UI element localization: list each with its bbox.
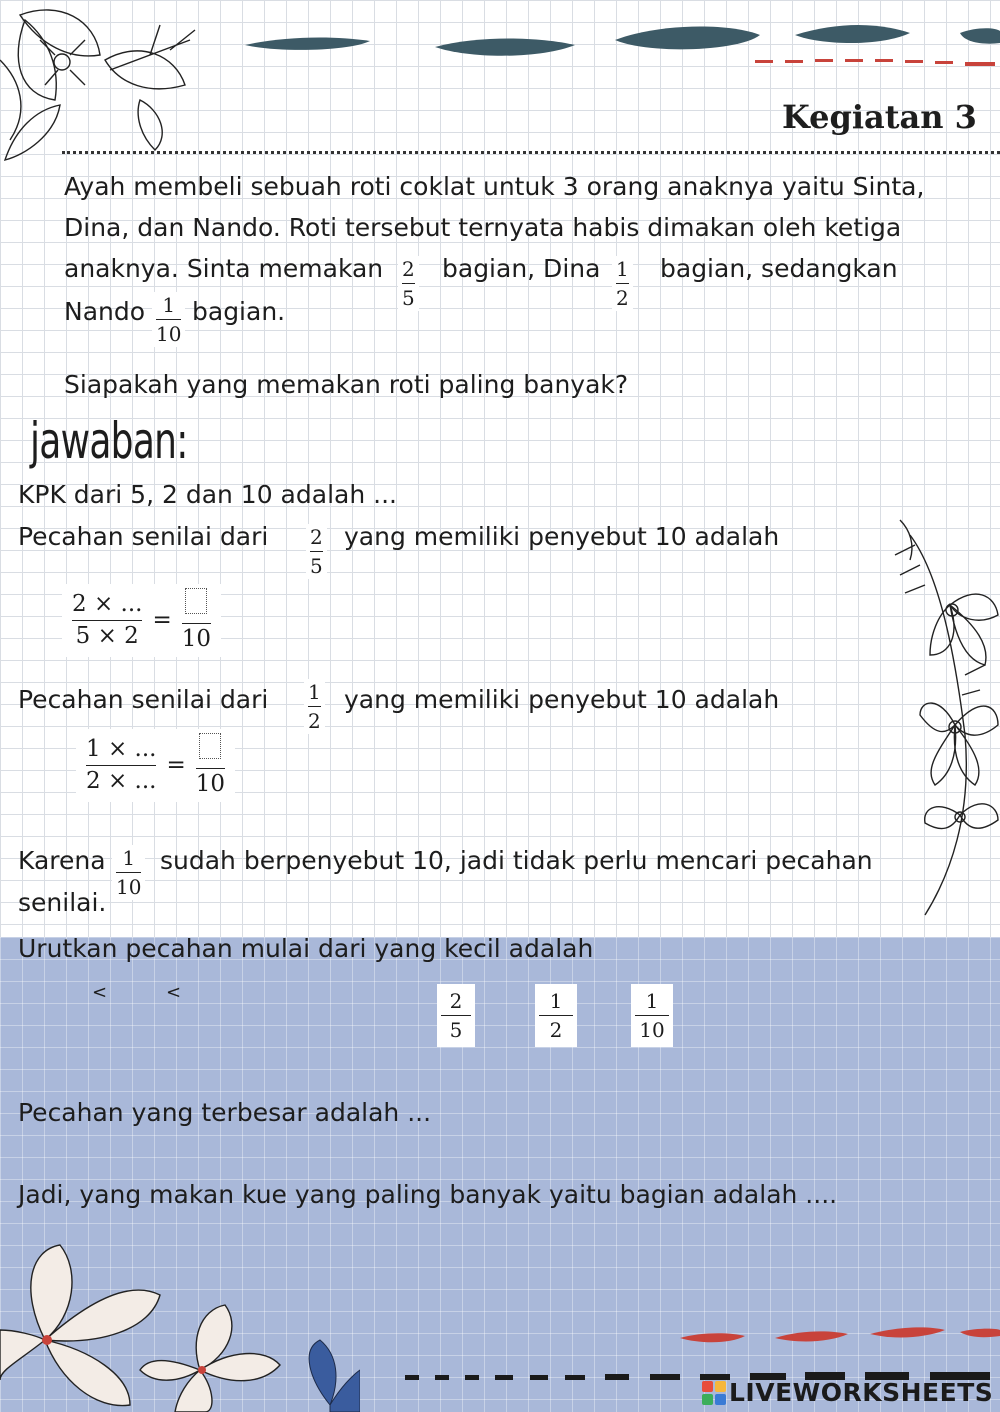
karena-text: sudah berpenyebut 10, jadi tidak perlu mencari pecahan [160,846,873,875]
eq1-answer-box[interactable] [185,588,207,614]
problem-line-1: Ayah membeli sebuah roti coklat untuk 3 orang anaknya yaitu Sinta, [64,172,925,201]
order-option-one-half[interactable]: 1 2 [535,984,577,1047]
nando-fraction: 1 10 [152,292,185,347]
karena-fraction: 1 10 [112,845,145,900]
sinta-fraction: 2 5 [398,256,419,311]
order-drop-slot-3[interactable] [226,1004,274,1052]
problem-line-2: Dina, dan Nando. Roti tersebut ternyata habis dimakan oleh ketiga [64,213,902,242]
eq2-answer-box[interactable] [199,733,221,759]
order-option-one-tenth[interactable]: 1 10 [631,984,673,1047]
flower-bottom-left-icon [0,1230,360,1412]
equivalence-equation-2: $\frac{1 \times ...}{2 \times ...}$ = 10 [76,729,235,802]
flower-right-icon [880,515,1000,920]
liveworksheets-icon [702,1381,726,1405]
order-option-two-fifths[interactable]: 2 5 [437,984,475,1047]
conclusion-question[interactable]: Jadi, yang makan kue yang paling banyak yaitu bagian adalah .... [18,1180,838,1209]
flower-top-left-icon [0,0,210,170]
liveworksheets-logo: LIVEWORKSHEETS [702,1378,993,1407]
problem-line-4b: bagian. [192,297,286,326]
senilai1-text: yang memiliki penyebut 10 adalah [344,522,780,551]
answer-heading: jawaban: [30,412,188,470]
eq2-left-denominator[interactable]: 2 × ... [86,767,157,794]
eq1-left-numerator[interactable]: 2 × ... [72,590,143,617]
order-drop-slot-1[interactable] [78,1004,126,1052]
less-than-2: < [166,982,182,1003]
senilai2-text: yang memiliki penyebut 10 adalah [344,685,780,714]
senilai1-label: Pecahan senilai dari [18,522,269,551]
order-prompt: Urutkan pecahan mulai dari yang kecil adalah [18,934,594,963]
problem-line-3a: anaknya. Sinta memakan [64,254,384,283]
top-dash-decoration [240,15,1000,75]
order-drop-slot-2[interactable] [152,1004,200,1052]
equivalence-equation-1: $\frac{2 \times ...}{5 \times 2}$ = 10 [62,584,221,657]
problem-question: Siapakah yang memakan roti paling banyak? [64,370,629,399]
karena-label: Karena [18,846,106,875]
eq2-left-numerator[interactable]: 1 × ... [86,735,157,762]
karena-text-2: senilai. [18,888,107,917]
senilai2-label: Pecahan senilai dari [18,685,269,714]
page-title: Kegiatan 3 [782,98,977,136]
dina-fraction: 1 2 [612,256,633,311]
problem-line-3c: bagian, sedangkan [660,254,898,283]
problem-line-4a: Nando [64,297,146,326]
less-than-1: < [92,982,108,1003]
title-divider [62,151,1000,154]
senilai2-fraction: 1 2 [304,679,325,734]
kpk-question[interactable]: KPK dari 5, 2 dan 10 adalah ... [18,480,397,509]
problem-line-3b: bagian, Dina [442,254,601,283]
largest-fraction-question[interactable]: Pecahan yang terbesar adalah ... [18,1098,432,1127]
senilai1-fraction: 2 5 [306,524,327,579]
